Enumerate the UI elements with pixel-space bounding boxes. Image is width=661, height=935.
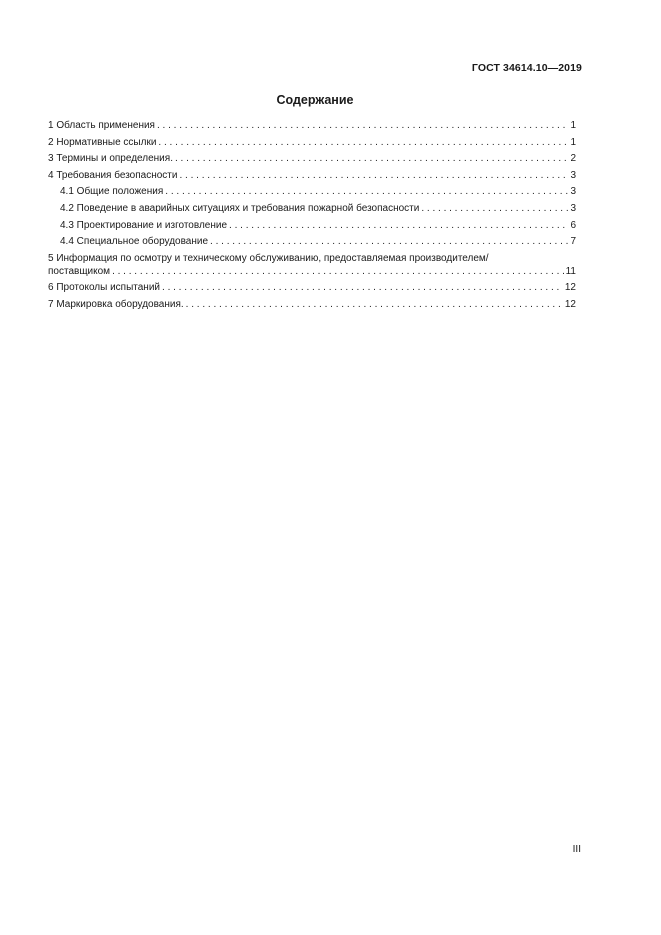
toc-entry-page: 6 xyxy=(570,219,576,231)
toc-entry-page: 3 xyxy=(570,202,576,214)
toc-entry-5[interactable] xyxy=(48,252,576,278)
toc-entry-4-2[interactable] xyxy=(48,202,576,215)
toc-entry-page: 3 xyxy=(570,186,576,198)
toc-entry-page: 12 xyxy=(564,282,576,294)
toc-entry-page: 3 xyxy=(570,169,576,181)
toc-leader-dots xyxy=(421,202,568,215)
page-number: III xyxy=(572,844,581,855)
toc-title: Содержание xyxy=(276,93,354,107)
toc-entry-page: 1 xyxy=(570,120,576,131)
toc-leader-dots xyxy=(186,298,563,311)
toc-entry-page: 1 xyxy=(570,136,576,148)
toc-entry-page: 11 xyxy=(565,265,576,277)
table-of-contents xyxy=(48,119,576,315)
toc-entry-7[interactable] xyxy=(48,298,576,311)
toc-entry-4-1[interactable] xyxy=(48,185,576,198)
toc-entry-page: 2 xyxy=(570,153,576,165)
toc-entry-label: 4.4 Специальное оборудование xyxy=(60,236,209,248)
toc-entry-label: 2 Нормативные ссылки xyxy=(48,136,157,148)
toc-leader-dots xyxy=(210,235,568,248)
toc-entry-4[interactable] xyxy=(48,169,576,182)
toc-entry-label: 4.2 Поведение в аварийных ситуациях и требования пожарной безопасности xyxy=(60,202,420,214)
document-code: ГОСТ 34614.10—2019 xyxy=(471,62,582,74)
toc-leader-dots xyxy=(162,281,563,294)
toc-leader-dots xyxy=(112,265,564,278)
toc-entry-4-4[interactable] xyxy=(48,235,576,248)
toc-entry-label: 6 Протоколы испытаний xyxy=(48,282,161,294)
toc-entry-5-continuation xyxy=(48,265,576,278)
toc-entry-page: 7 xyxy=(570,236,576,248)
toc-entry-label: 3 Термины и определения. xyxy=(48,153,173,165)
toc-entry-6[interactable] xyxy=(48,281,576,294)
toc-entry-3[interactable] xyxy=(48,152,576,165)
toc-entry-label: 4.1 Общие положения xyxy=(60,186,164,198)
toc-leader-dots xyxy=(157,119,568,132)
toc-leader-dots xyxy=(158,136,568,149)
toc-entry-label: 1 Область применения xyxy=(48,120,155,131)
toc-entry-label-line2: поставщиком xyxy=(48,265,111,277)
toc-entry-label: 4 Требования безопасности xyxy=(48,169,178,181)
toc-entry-2[interactable] xyxy=(48,136,576,149)
toc-entry-1[interactable] xyxy=(48,119,576,132)
toc-entry-label: 7 Маркировка оборудования. xyxy=(48,298,184,310)
toc-leader-dots xyxy=(175,152,568,165)
toc-entry-label: 4.3 Проектирование и изготовление xyxy=(60,219,228,231)
toc-entry-4-3[interactable] xyxy=(48,219,576,232)
toc-leader-dots xyxy=(229,219,568,232)
toc-leader-dots xyxy=(179,169,568,182)
toc-entry-page: 12 xyxy=(564,298,576,310)
toc-leader-dots xyxy=(165,185,568,198)
toc-entry-label-line1: 5 Информация по осмотру и техническому обслуживанию, предоставляемая производителем/ xyxy=(48,252,489,264)
